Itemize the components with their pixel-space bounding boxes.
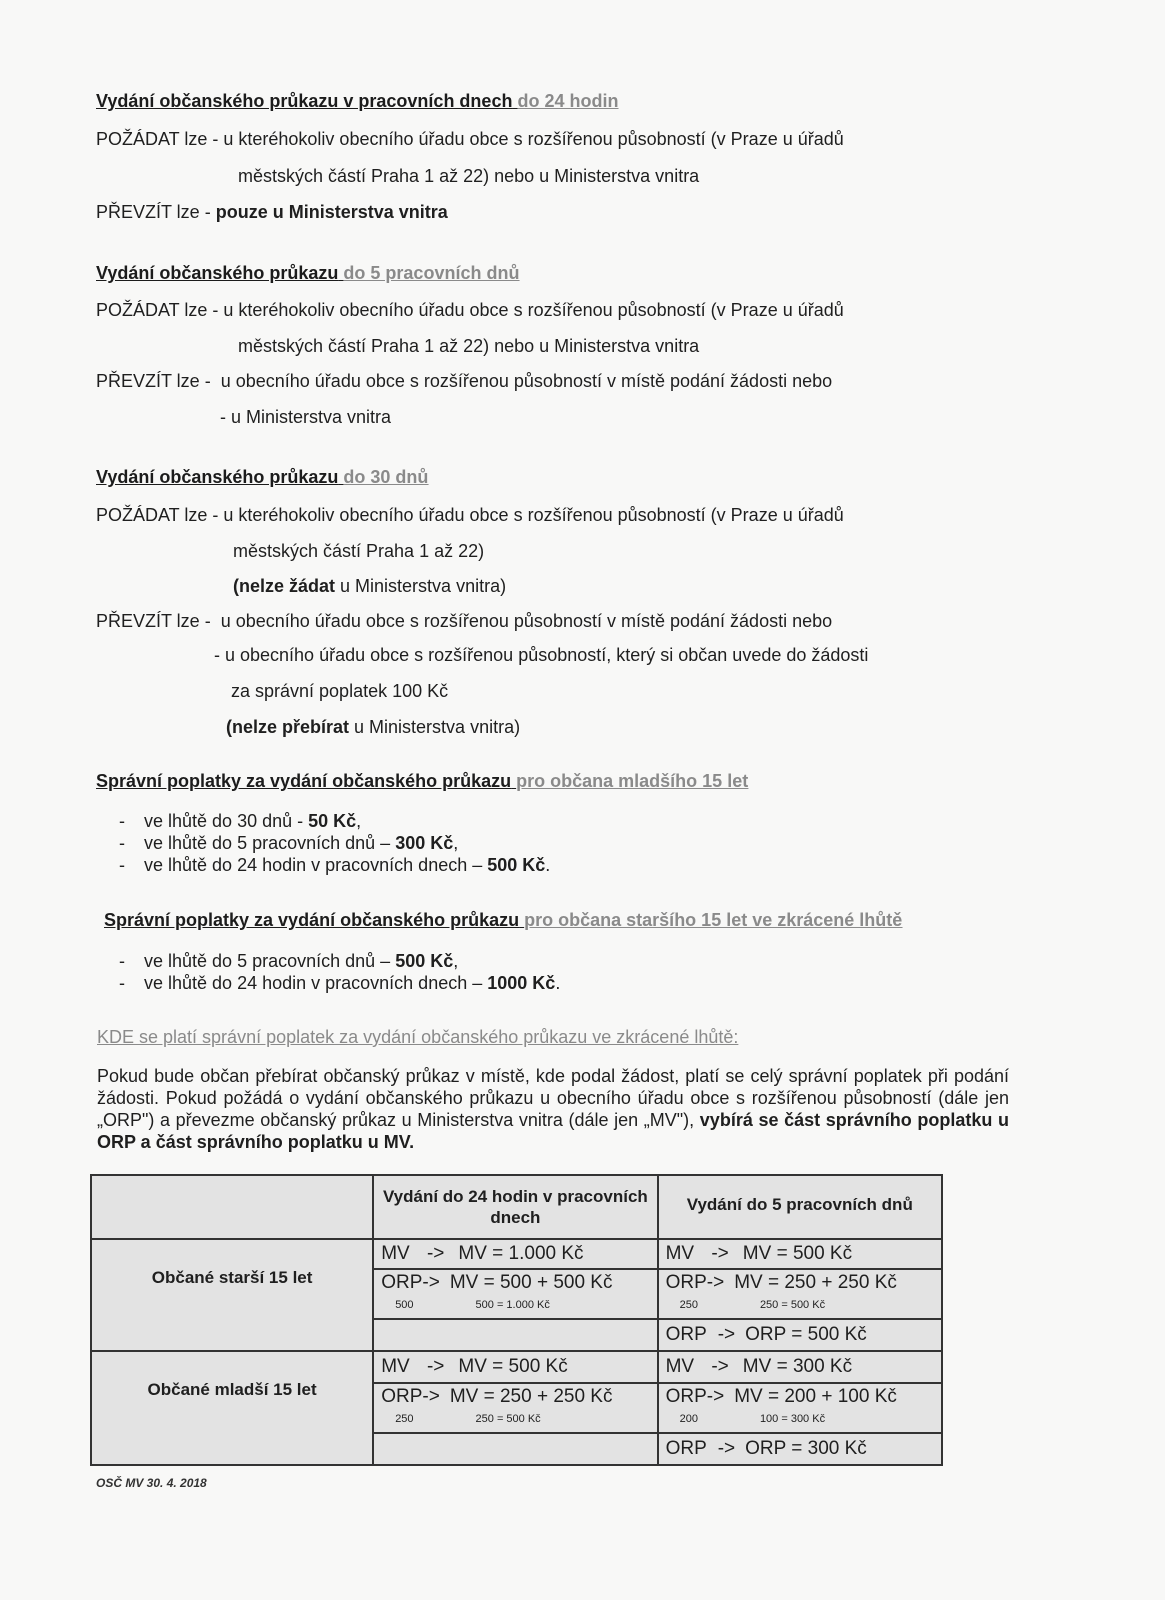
fee-item: - ve lhůtě do 30 dnů - 50 Kč, xyxy=(119,811,362,831)
arrow-icon: -> xyxy=(426,1356,445,1377)
request-line-2: městských částí Praha 1 až 22) nebo u Ministerstva vnitra xyxy=(238,336,700,356)
group-younger: Občané mladší 15 let xyxy=(91,1351,373,1465)
fee-item: - ve lhůtě do 24 hodin v pracovních dnech – 1000 Kč. xyxy=(119,973,561,993)
arrow-icon: -> xyxy=(422,1272,440,1293)
arrow-icon: -> xyxy=(706,1386,725,1407)
section-heading-24h: Vydání občanského průkazu v pracovních dnech do 24 hodin xyxy=(96,91,619,111)
request-line: POŽÁDAT lze - u kteréhokoliv obecního úřadu obce s rozšířenou působností (v Praze u úřadů xyxy=(96,129,844,149)
col-header-5days: Vydání do 5 pracovních dnů xyxy=(658,1175,942,1239)
request-line-2: městských částí Praha 1 až 22) xyxy=(233,541,485,561)
table-cell: MV -> MV = 300 Kč xyxy=(658,1351,942,1383)
arrow-icon: -> xyxy=(711,1243,729,1264)
col-header-24h: Vydání do 24 hodin v pracovních dnech xyxy=(373,1175,657,1239)
table-cell: MV -> MV = 500 Kč xyxy=(658,1239,942,1269)
where-paragraph: Pokud bude občan přebírat občanský průkaz v místě, kde podal žádost, platí se celý správní poplatek při podání žádosti. Pokud požádá o vydání občanského průkazu u obecního úřadu obce s rozšířenou působností (dále jen „ORP") a převezme občanský průkaz u Ministerstva vnitra (dále jen „MV"), vybírá se část správního poplatku u ORP a část správního poplatku u MV. xyxy=(97,1066,1009,1152)
fees-heading-younger: Správní poplatky za vydání občanského průkazu pro občana mladšího 15 let xyxy=(96,771,749,791)
arrow-icon: -> xyxy=(717,1438,736,1459)
arrow-icon: -> xyxy=(426,1243,445,1264)
section-heading-5days: Vydání občanského průkazu do 5 pracovních dnů xyxy=(96,263,520,283)
arrow-icon: -> xyxy=(711,1356,729,1377)
fee-split-table xyxy=(90,1174,943,1466)
where-heading: KDE se platí správní poplatek za vydání občanského průkazu ve zkrácené lhůtě: xyxy=(97,1027,739,1047)
table-header-row xyxy=(91,1175,942,1239)
table-cell: ORP -> ORP = 500 Kč xyxy=(658,1319,942,1351)
fee-item: - ve lhůtě do 5 pracovních dnů – 300 Kč, xyxy=(119,833,459,853)
pickup-line-2: - u obecního úřadu obce s rozšířenou působností, který si občan uvede do žádosti xyxy=(214,645,869,665)
table-cell: ORP-> MV = 500 + 500 Kč 500 500 = 1.000 Kč xyxy=(373,1269,657,1319)
table-row xyxy=(91,1351,942,1383)
pickup-line-4: (nelze přebírat u Ministerstva vnitra) xyxy=(226,717,521,737)
table-cell: MV -> MV = 500 Kč xyxy=(373,1351,657,1383)
table-cell-empty xyxy=(373,1319,657,1351)
table-cell-empty xyxy=(373,1433,657,1465)
table-cell: ORP-> MV = 200 + 100 Kč 200 100 = 300 Kč xyxy=(658,1383,942,1433)
arrow-icon: -> xyxy=(706,1272,725,1293)
arrow-icon: -> xyxy=(717,1324,736,1345)
pickup-line-3: za správní poplatek 100 Kč xyxy=(231,681,449,701)
pickup-line: PŘEVZÍT lze - pouze u Ministerstva vnitra xyxy=(96,202,448,222)
table-row xyxy=(91,1239,942,1269)
document-footer: OSČ MV 30. 4. 2018 xyxy=(96,1476,207,1490)
fees-list-older xyxy=(119,950,560,994)
request-line: POŽÁDAT lze - u kteréhokoliv obecního úřadu obce s rozšířenou působností (v Praze u úřadů xyxy=(96,300,844,320)
request-line-2: městských částí Praha 1 až 22) nebo u Ministerstva vnitra xyxy=(238,166,700,186)
group-older: Občané starší 15 let xyxy=(91,1239,373,1351)
fees-list-younger xyxy=(119,810,550,876)
fee-item: - ve lhůtě do 24 hodin v pracovních dnech – 500 Kč. xyxy=(119,855,551,875)
table-cell: ORP-> MV = 250 + 250 Kč 250 250 = 500 Kč xyxy=(373,1383,657,1433)
table-cell: MV -> MV = 1.000 Kč xyxy=(373,1239,657,1269)
table-cell: ORP-> MV = 250 + 250 Kč 250 250 = 500 Kč xyxy=(658,1269,942,1319)
fee-item: - ve lhůtě do 5 pracovních dnů – 500 Kč, xyxy=(119,951,459,971)
pickup-line-2: - u Ministerstva vnitra xyxy=(220,407,392,427)
section-heading-30days: Vydání občanského průkazu do 30 dnů xyxy=(96,467,429,487)
request-line-3: (nelze žádat u Ministerstva vnitra) xyxy=(233,576,507,596)
table-corner xyxy=(91,1175,373,1239)
pickup-line: PŘEVZÍT lze - u obecního úřadu obce s rozšířenou působností v místě podání žádosti nebo xyxy=(96,611,833,631)
request-line: POŽÁDAT lze - u kteréhokoliv obecního úřadu obce s rozšířenou působností (v Praze u úřadů xyxy=(96,505,844,525)
arrow-icon: -> xyxy=(422,1386,440,1407)
fees-heading-older: Správní poplatky za vydání občanského průkazu pro občana staršího 15 let ve zkrácené lhůtě xyxy=(104,910,903,930)
table-cell: ORP -> ORP = 300 Kč xyxy=(658,1433,942,1465)
pickup-line: PŘEVZÍT lze - u obecního úřadu obce s rozšířenou působností v místě podání žádosti nebo xyxy=(96,371,833,391)
